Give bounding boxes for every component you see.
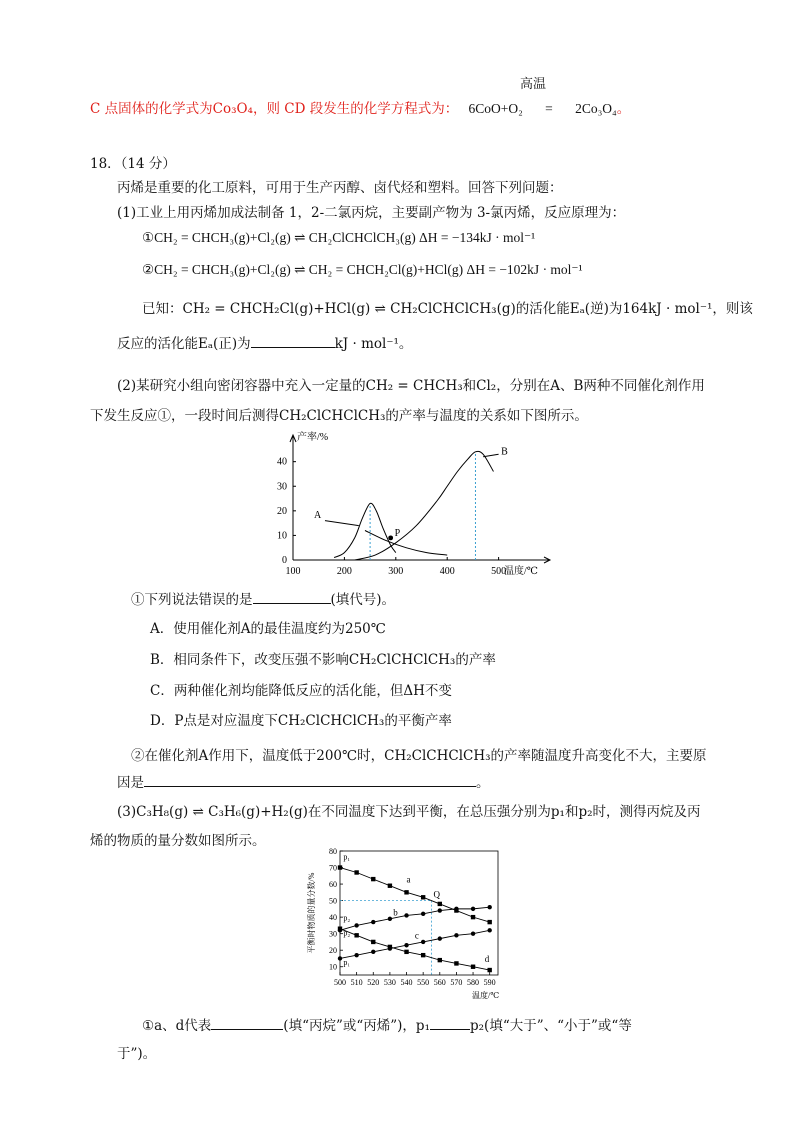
series-c-marker (371, 950, 375, 954)
equation-equals: = (545, 101, 553, 116)
pressure-label: p₂ (343, 913, 351, 923)
y-tick-label: 40 (329, 913, 337, 923)
equation-left: 6CoO+O₂ (468, 101, 523, 116)
question-number: 18．（14 分） (90, 156, 176, 172)
series-b-marker (487, 905, 491, 909)
part2-text-2: 下发生反应①，一段时间后测得CH₂ClCHClCH₃的产率与温度的关系如下图所示。 (90, 408, 588, 424)
sub1-label: ①下列说法错误的是 (131, 592, 253, 608)
chart2-lines (338, 865, 492, 975)
y-tick-label: 10 (277, 530, 287, 542)
series-b-label: b (393, 907, 398, 918)
x-tick-label: 200 (336, 566, 352, 577)
series-a-marker (487, 920, 491, 924)
y-axis-label: 平衡时物质的量分数/% (307, 872, 316, 954)
y-tick-label: 60 (329, 880, 337, 890)
sub1-text (131, 588, 395, 608)
mole-fraction-chart (300, 845, 515, 1007)
question-intro: 丙烯是重要的化工原料，可用于生产丙醇、卤代烃和塑料。回答下列问题： (117, 180, 563, 196)
y-tick-label: 20 (329, 946, 337, 956)
sub3-text-2: 于”)。 (117, 1046, 157, 1062)
red-answer-text: C 点固体的化学式为Co₃O₄，则 CD 段发生的化学方程式为： (90, 101, 459, 117)
x-tick-label: 530 (383, 978, 396, 987)
series-d-marker (404, 950, 408, 954)
series-a-label: A (313, 510, 322, 522)
series-b-marker (371, 920, 375, 924)
activation-energy-label: 反应的活化能Eₐ(正)为 (117, 336, 251, 352)
series-a-marker (338, 865, 342, 869)
x-tick-label: 520 (367, 978, 380, 987)
chart1-lines (334, 451, 493, 560)
series-d-marker (354, 933, 358, 937)
series-a-marker (438, 902, 442, 906)
activation-energy-unit: kJ · mol⁻¹。 (334, 336, 413, 352)
option-d: D．P点是对应温度下CH₂ClCHClCH₃的平衡产率 (150, 713, 452, 729)
series-b-marker (388, 917, 392, 921)
x-axis-label: 温度/℃ (504, 566, 538, 577)
x-tick-label: 400 (439, 566, 455, 577)
y-tick-label: 0 (282, 555, 287, 566)
y-tick-label: 40 (277, 456, 287, 468)
sub3-text (142, 1014, 632, 1034)
series-a-marker (388, 884, 392, 888)
series-b-marker (438, 908, 442, 912)
answer-blank-4[interactable] (211, 1015, 283, 1030)
x-tick-label: 500 (491, 566, 507, 577)
series-d-marker (438, 958, 442, 962)
sub3-label: ①a、d代表 (142, 1018, 212, 1034)
red-answer-line (90, 97, 630, 117)
series-b-marker (404, 913, 408, 917)
series-c-marker (438, 936, 442, 940)
x-tick-label: 500 (334, 978, 346, 987)
known-text: 已知：CH₂ = CHCH₂Cl(g)+HCl(g) ⇌ CH₂ClCHClCH₃(g)的活化能Eₐ(逆)为164kJ · mol⁻¹，则该 (142, 301, 753, 317)
y-axis-label: 产率/% (297, 432, 329, 443)
answer-blank-1[interactable] (251, 333, 335, 348)
series-b-leader (483, 454, 498, 456)
chart1-axes (277, 435, 550, 577)
pressure-label: p₁ (343, 958, 351, 968)
series-b-marker (354, 923, 358, 927)
known-text-2 (117, 332, 412, 352)
point-q-label: Q (433, 889, 440, 900)
series-c-marker (487, 928, 491, 932)
y-tick-label: 70 (329, 863, 337, 873)
sub1-fill-hint: (填代号)。 (330, 592, 396, 608)
yield-temperature-chart (270, 430, 560, 585)
reaction-2: ②CH₂ = CHCH₃(g)+Cl₂(g) ⇌ CH₂ = CHCH₂Cl(g)+HCl(g) ΔH = −102kJ · mol⁻¹ (142, 262, 583, 277)
x-tick-label: 100 (285, 566, 301, 577)
y-tick-label: 30 (329, 929, 337, 939)
sub3-hint-2: p₂(填“大于”、“小于”或“等 (470, 1018, 632, 1034)
reaction-condition: 高温 (520, 76, 547, 91)
plot-frame (340, 851, 498, 975)
series-a-marker (471, 915, 475, 919)
series-c-marker (354, 953, 358, 957)
series-b-line (340, 907, 490, 930)
series-d-marker (338, 927, 342, 931)
answer-blank-2[interactable] (253, 589, 331, 604)
answer-blank-3[interactable] (144, 772, 476, 787)
option-a: A．使用催化剂A的最佳温度约为250℃ (150, 621, 386, 637)
x-tick-label: 510 (350, 978, 363, 987)
part3-text-2: 烯的物质的量分数如图所示。 (90, 833, 266, 849)
series-d-marker (371, 940, 375, 944)
series-b-marker (421, 912, 425, 916)
reaction-1: ①CH₂ = CHCH₃(g)+Cl₂(g) ⇌ CH₂ClCHClCH₃(g) ΔH = −134kJ · mol⁻¹ (142, 230, 536, 245)
series-c-marker (421, 940, 425, 944)
y-tick-label: 50 (329, 896, 337, 906)
equation-right: 2Co₃O₄ (575, 101, 617, 116)
option-c: C．两种催化剂均能降低反应的活化能，但ΔH不变 (150, 683, 452, 699)
point-p-label: P (394, 527, 401, 539)
x-tick-label: 570 (450, 978, 463, 987)
series-a-marker (354, 870, 358, 874)
x-tick-label: 540 (400, 978, 413, 987)
x-tick-label: 590 (483, 978, 496, 987)
chart1-labels (297, 430, 538, 577)
series-c-marker (338, 956, 342, 960)
y-tick-label: 80 (329, 847, 337, 856)
part3-text: (3)C₃H₈(g) ⇌ C₃H₆(g)+H₂(g)在不同温度下达到平衡，在总压强分别为p₁和p₂时，测得丙烷及丙 (117, 804, 701, 820)
sub3-hint: (填“丙烷”或“丙烯”)，p₁ (283, 1018, 430, 1034)
series-c-marker (404, 943, 408, 947)
y-tick-label: 10 (329, 962, 337, 972)
series-a-label: a (406, 874, 411, 885)
x-tick-label: 580 (467, 978, 480, 987)
equation-end: 。 (616, 101, 631, 117)
x-tick-label: 550 (417, 978, 430, 987)
series-a-leader (325, 521, 359, 526)
series-c-marker (471, 931, 475, 935)
x-tick-label: 300 (388, 566, 404, 577)
part1-text: (1)工业上用丙烯加成法制备 1，2-二氯丙烷，主要副产物为 3-氯丙烯，反应原理为： (117, 205, 626, 221)
series-b-label: B (501, 446, 508, 458)
series-a-marker (421, 895, 425, 899)
part2-text: (2)某研究小组向密闭容器中充入一定量的CH₂ = CHCH₃和Cl₂，分别在A、B两种不同催化剂作用 (117, 378, 705, 394)
sub2-end: 。 (476, 775, 490, 791)
point-p-marker (388, 535, 393, 540)
x-tick-label: 560 (433, 978, 446, 987)
series-d-label: d (484, 953, 490, 964)
series-d-marker (454, 961, 458, 965)
sub2-text-2 (117, 771, 490, 791)
series-side-reaction-line (365, 531, 447, 556)
series-b-marker (471, 907, 475, 911)
y-tick-label: 30 (277, 481, 287, 493)
y-tick-label: 20 (277, 505, 287, 517)
series-d-marker (471, 965, 475, 969)
series-a-marker (371, 877, 375, 881)
option-b: B．相同条件下，改变压强不影响CH₂ClCHClCH₃的产率 (150, 652, 496, 668)
series-B-line (355, 451, 494, 560)
series-c-marker (454, 933, 458, 937)
series-d-marker (421, 953, 425, 957)
series-a-line (340, 868, 490, 923)
series-d-marker (487, 968, 491, 972)
sub2-text: ②在催化剂A作用下，温度低于200℃时，CH₂ClCHClCH₃的产率随温度升高变化不大，主要原 (131, 748, 707, 764)
series-a-marker (404, 890, 408, 894)
series-b-marker (454, 907, 458, 911)
sub2-reason-label: 因是 (117, 775, 144, 791)
answer-blank-5[interactable] (430, 1015, 470, 1030)
series-c-label: c (414, 930, 419, 941)
pressure-label: p₂ (343, 928, 351, 938)
x-axis-label: 温度/℃ (472, 991, 500, 1000)
pressure-label: p₁ (343, 852, 351, 862)
series-d-marker (388, 945, 392, 949)
